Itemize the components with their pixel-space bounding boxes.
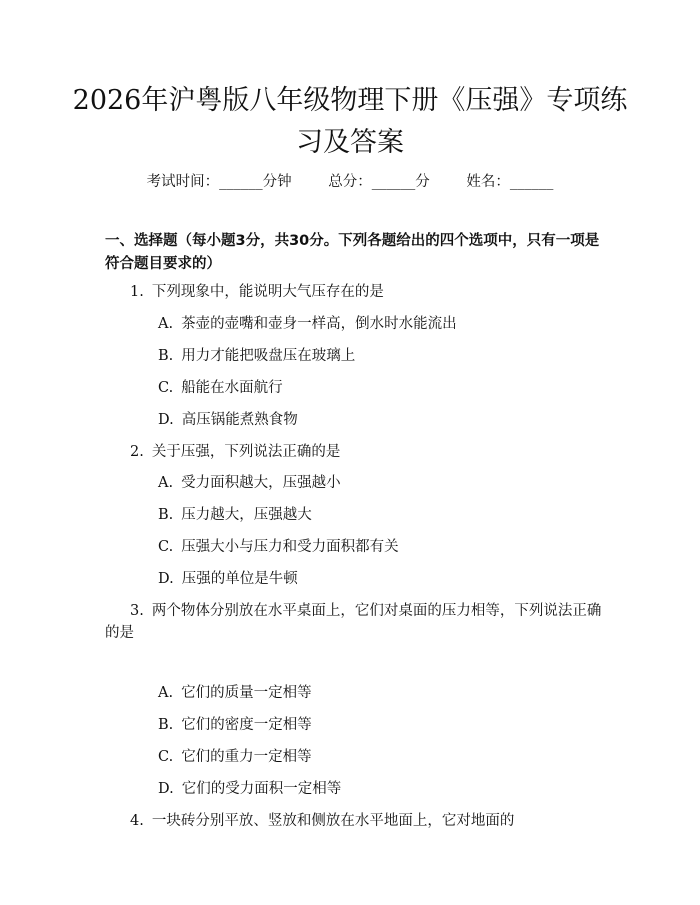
option — [158, 714, 608, 736]
question-2 — [105, 441, 605, 463]
option-text: 压强的单位是牛顿 — [181, 571, 298, 587]
question-1 — [105, 281, 605, 303]
question-text: 两个物体分别放在水平桌面上，它们对桌面的压力相等，下列说法正确的是 — [105, 603, 602, 641]
option-label: C. — [158, 749, 174, 765]
option — [158, 778, 608, 800]
option — [158, 345, 608, 367]
option-label: B. — [158, 717, 174, 733]
question-text: 下列现象中，能说明大气压存在的是 — [151, 284, 384, 300]
question-3 — [105, 600, 605, 644]
option-text: 船能在水面航行 — [181, 380, 283, 396]
option-label: D. — [158, 781, 174, 797]
option-label: A. — [158, 685, 174, 701]
question-number: 2. — [130, 444, 144, 460]
option — [158, 568, 608, 590]
question-number: 1. — [130, 284, 144, 300]
option-label: A. — [158, 475, 174, 491]
option — [158, 536, 608, 558]
question-text: 关于压强，下列说法正确的是 — [151, 444, 341, 460]
option-label: C. — [158, 380, 174, 396]
option-label: B. — [158, 507, 174, 523]
option-label: B. — [158, 348, 174, 364]
document-title: 2026年沪粤版八年级物理下册《压强》专项练习及答案 — [72, 85, 628, 158]
option-text: 用力才能把吸盘压在玻璃上 — [181, 348, 356, 364]
option-label: A. — [158, 316, 174, 332]
question-number: 3. — [130, 603, 144, 619]
option — [158, 472, 608, 494]
question-number: 4. — [130, 813, 144, 829]
option-text: 它们的受力面积一定相等 — [181, 781, 342, 797]
option-text: 受力面积越大，压强越小 — [181, 475, 341, 491]
option-text: 它们的质量一定相等 — [181, 685, 312, 701]
exam-time: 考试时间：______分钟 — [146, 174, 292, 190]
option — [158, 746, 608, 768]
exam-meta — [0, 170, 700, 191]
total-score: 总分：______分 — [328, 174, 430, 190]
question-4 — [105, 810, 605, 832]
option-text: 它们的重力一定相等 — [181, 749, 312, 765]
option-label: D. — [158, 571, 174, 587]
option-text: 高压锅能煮熟食物 — [181, 412, 298, 428]
option — [158, 313, 608, 335]
option-text: 茶壶的壶嘴和壶身一样高，倒水时水能流出 — [181, 316, 457, 332]
option — [158, 409, 608, 431]
option-text: 它们的密度一定相等 — [181, 717, 312, 733]
question-text: 一块砖分别平放、竖放和侧放在水平地面上，它对地面的 — [151, 813, 515, 829]
option-label: D. — [158, 412, 174, 428]
student-name: 姓名：______ — [466, 174, 554, 190]
option-label: C. — [158, 539, 174, 555]
option-text: 压强大小与压力和受力面积都有关 — [181, 539, 399, 555]
option-text: 压力越大，压强越大 — [181, 507, 312, 523]
option — [158, 682, 608, 704]
section-heading: 一、选择题（每小题3分，共30分。下列各题给出的四个选项中，只有一项是符合题目要求的） — [105, 233, 600, 272]
option — [158, 504, 608, 526]
option — [158, 377, 608, 399]
